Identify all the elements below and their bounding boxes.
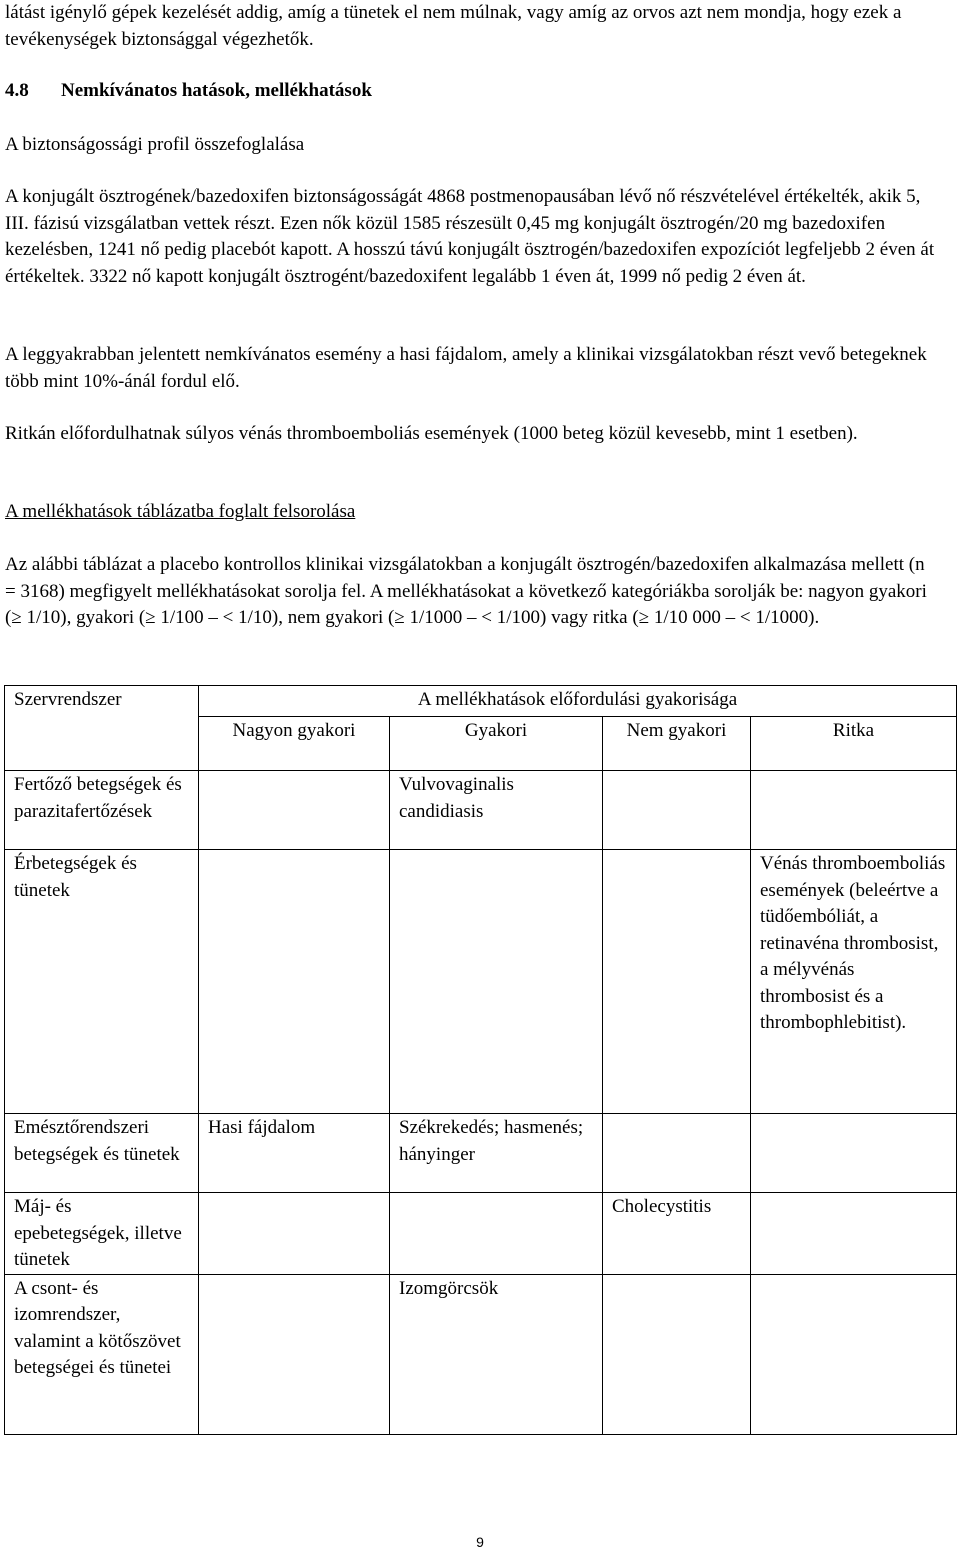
table-row: [5, 1193, 957, 1275]
section-heading: [5, 78, 372, 105]
organ-cell: Fertőző betegségek és parazitafertőzések: [5, 771, 199, 850]
section-title: Nemkívánatos hatások, mellékhatások: [61, 80, 372, 101]
intro-paragraph: látást igénylő gépek kezelését addig, amíg a tünetek el nem múlnak, vagy amíg az orvos azt nem mondja, hogy ezek a tevékenységek biztonsággal végezhetők.: [5, 2, 902, 50]
table-header-row: [5, 686, 957, 717]
adverse-reactions-table: [4, 685, 957, 1435]
page-number: 9: [476, 1534, 484, 1550]
header-frequency-group: A mellékhatások előfordulási gyakorisága: [199, 686, 957, 717]
organ-cell: Máj- és epebetegségek, illetve tünetek: [5, 1193, 199, 1275]
safety-profile-paragraph: A konjugált ösztrogének/bazedoxifen biztonságosságát 4868 postmenopausában lévő nő részvételével értékelték, akik 5, III. fázisú vizsgálatban vettek részt. Ezen nők közül 1585 részesült 0,45 mg konjugált ösztrogén/20 mg bazedoxifen kezelésben, 1241 nő pedig placebót kapott. A hosszú távú konjugált ösztrogén/bazedoxifen expozíciót legfeljebb 2 éven át értékeltek. 3322 nő kapott konjugált ösztrogént/bazedoxifent legalább 1 éven át, 1999 nő pedig 2 éven át.: [5, 186, 935, 287]
header-very-common: Nagyon gyakori: [199, 717, 390, 771]
header-organ-system: Szervrendszer: [5, 686, 199, 771]
most-common-event-paragraph: A leggyakrabban jelentett nemkívánatos esemény a hasi fájdalom, amely a klinikai vizsgálatokban részt vevő betegeknek több mint 10%-ánál fordul elő.: [5, 344, 927, 392]
table-title: A mellékhatások táblázatba foglalt felsorolása: [5, 501, 356, 522]
common-cell: Székrekedés; hasmenés; hányinger: [390, 1114, 603, 1193]
very-common-cell: [199, 1193, 390, 1275]
rare-cell: [751, 1193, 957, 1275]
table-row: [5, 850, 957, 1114]
uncommon-cell: [603, 1274, 751, 1434]
section-number: 4.8: [5, 80, 29, 101]
uncommon-cell: Cholecystitis: [603, 1193, 751, 1275]
frequency-categories-paragraph: Az alábbi táblázat a placebo kontrollos klinikai vizsgálatokban a konjugált ösztrogén/bazedoxifen alkalmazása mellett (n = 3168) megfigyelt mellékhatásokat sorolja fel. A mellékhatásokat a következő kategóriákba sorolják be: nagyon gyakori (≥ 1/10), gyakori (≥ 1/100 – < 1/10), nem gyakori (≥ 1/1000 – < 1/100) vagy ritka (≥ 1/10 000 – < 1/1000).: [5, 554, 927, 628]
common-cell: Vulvovaginalis candidiasis: [390, 771, 603, 850]
organ-cell: A csont- és izomrendszer, valamint a kötőszövet betegségei és tünetei: [5, 1274, 199, 1434]
table-row: [5, 1274, 957, 1434]
rare-cell: [751, 771, 957, 850]
organ-cell: Érbetegségek és tünetek: [5, 850, 199, 1114]
uncommon-cell: [603, 771, 751, 850]
header-common: Gyakori: [390, 717, 603, 771]
subheading: A biztonságossági profil összefoglalása: [5, 134, 305, 155]
very-common-cell: [199, 1274, 390, 1434]
common-cell: [390, 1193, 603, 1275]
table-row: [5, 1114, 957, 1193]
table-row: [5, 771, 957, 850]
common-cell: [390, 850, 603, 1114]
uncommon-cell: [603, 850, 751, 1114]
very-common-cell: [199, 850, 390, 1114]
common-cell: Izomgörcsök: [390, 1274, 603, 1434]
rare-events-paragraph: Ritkán előfordulhatnak súlyos vénás thromboemboliás események (1000 beteg közül kevesebb, mint 1 esetben).: [5, 423, 858, 444]
header-uncommon: Nem gyakori: [603, 717, 751, 771]
organ-cell: Emésztőrendszeri betegségek és tünetek: [5, 1114, 199, 1193]
rare-cell: Vénás thromboemboliás események (beleértve a tüdőembóliát, a retinavéna thrombosist, a mélyvénás thrombosist és a thrombophlebitist).: [751, 850, 957, 1114]
very-common-cell: Hasi fájdalom: [199, 1114, 390, 1193]
rare-cell: [751, 1274, 957, 1434]
rare-cell: [751, 1114, 957, 1193]
very-common-cell: [199, 771, 390, 850]
uncommon-cell: [603, 1114, 751, 1193]
header-rare: Ritka: [751, 717, 957, 771]
